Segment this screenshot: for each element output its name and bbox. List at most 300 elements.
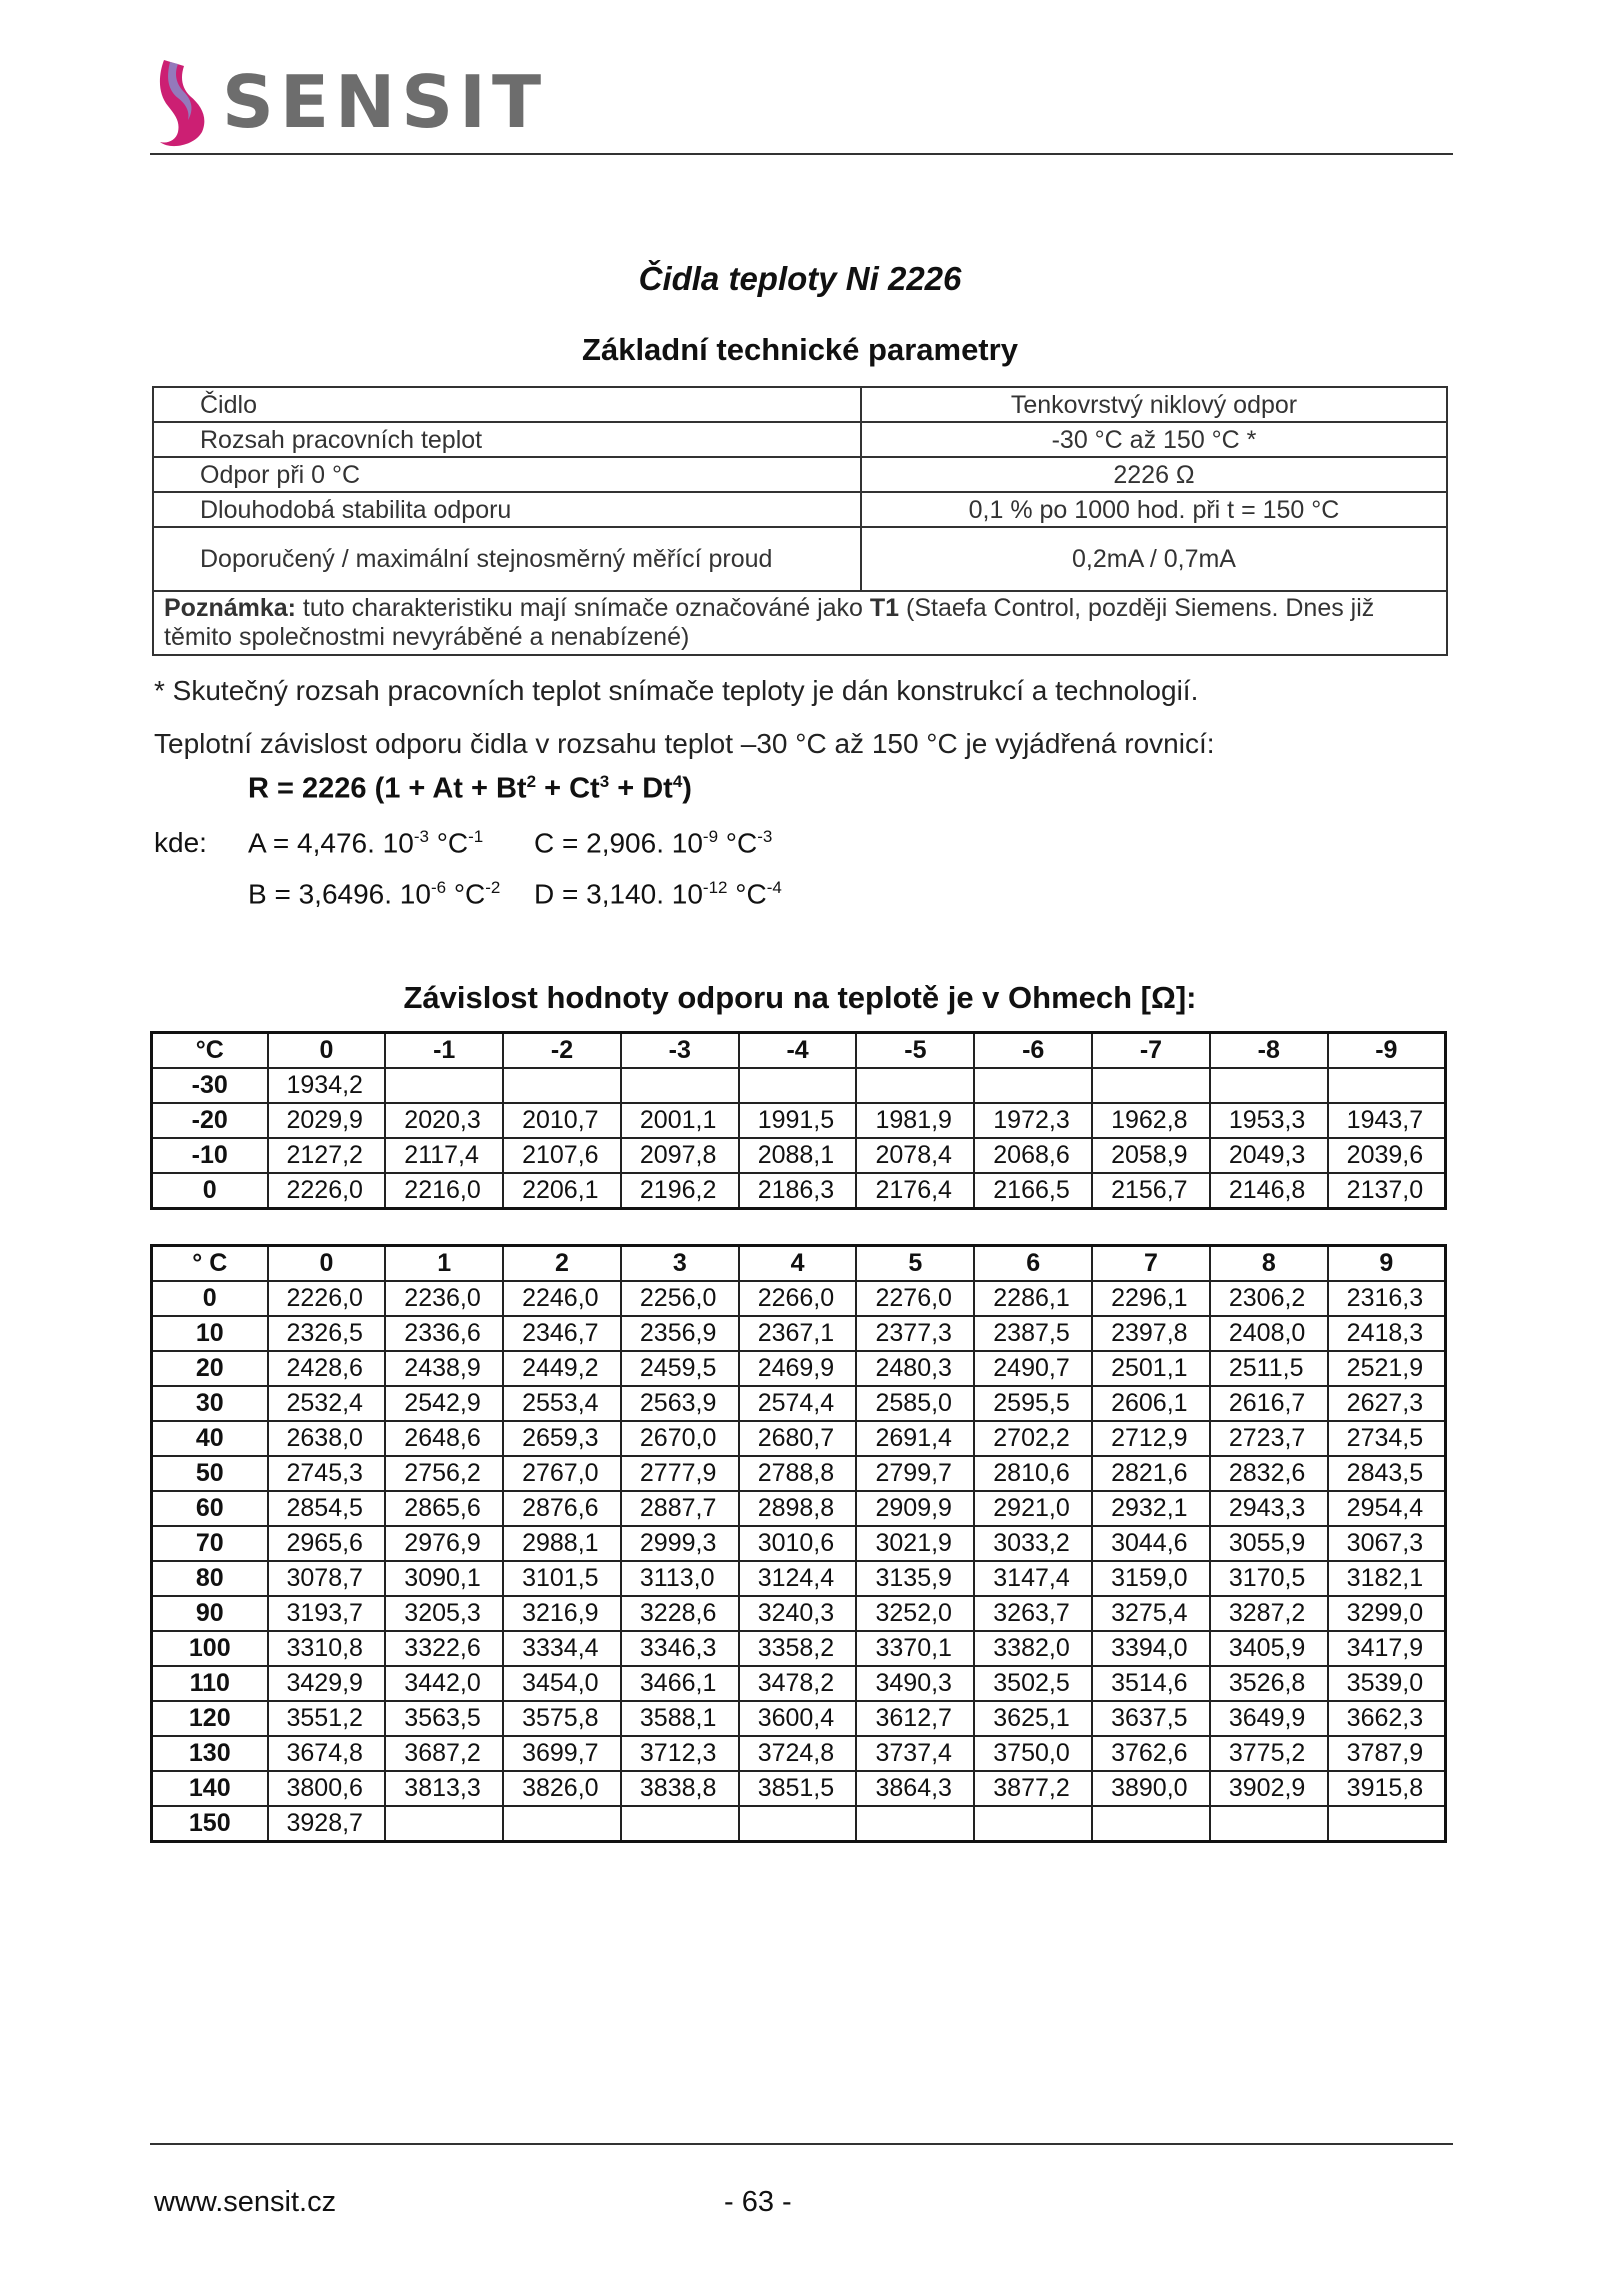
table-cell: 2965,6 [268, 1526, 386, 1561]
table-cell [974, 1806, 1092, 1842]
table-row [152, 1631, 1446, 1666]
table-cell: 3033,2 [974, 1526, 1092, 1561]
table-cell: 2943,3 [1210, 1491, 1328, 1526]
table-cell: 2276,0 [856, 1281, 974, 1316]
table-cell: 3021,9 [856, 1526, 974, 1561]
row-label: 140 [152, 1771, 268, 1806]
table-cell: 2296,1 [1092, 1281, 1210, 1316]
table-cell: 2449,2 [503, 1351, 621, 1386]
table-cell: 1962,8 [1092, 1103, 1210, 1138]
table-cell: 3915,8 [1328, 1771, 1446, 1806]
row-label: 10 [152, 1316, 268, 1351]
table-cell: 2745,3 [268, 1456, 386, 1491]
row-label: 150 [152, 1806, 268, 1842]
table-cell: 2932,1 [1092, 1491, 1210, 1526]
table-cell: 2226,0 [268, 1281, 386, 1316]
table-cell [856, 1806, 974, 1842]
table-cell: 1981,9 [856, 1103, 974, 1138]
table-cell: 2226,0 [268, 1173, 386, 1209]
table-row [152, 1173, 1446, 1209]
table-cell: 3124,4 [739, 1561, 857, 1596]
table-cell: 3101,5 [503, 1561, 621, 1596]
positive-resistance-table [150, 1244, 1447, 1843]
table-cell: 2326,5 [268, 1316, 386, 1351]
table-cell: 3442,0 [385, 1666, 503, 1701]
table-cell: 3575,8 [503, 1701, 621, 1736]
table-row [152, 1491, 1446, 1526]
table-cell: 3851,5 [739, 1771, 857, 1806]
table-cell: 3826,0 [503, 1771, 621, 1806]
table-cell: 2542,9 [385, 1386, 503, 1421]
corner-cell: °C [152, 1033, 268, 1069]
header-row [152, 1033, 1446, 1069]
table-cell: 3182,1 [1328, 1561, 1446, 1596]
row-label: 70 [152, 1526, 268, 1561]
table-cell: 3514,6 [1092, 1666, 1210, 1701]
table-cell [1092, 1806, 1210, 1842]
column-header: 9 [1328, 1246, 1446, 1282]
table-cell [621, 1806, 739, 1842]
table-row [152, 1103, 1446, 1138]
row-label: 80 [152, 1561, 268, 1596]
table-cell: 3526,8 [1210, 1666, 1328, 1701]
table-cell: 3775,2 [1210, 1736, 1328, 1771]
kde-label: kde: [154, 827, 207, 858]
table-cell: 2511,5 [1210, 1351, 1328, 1386]
table-cell: 2418,3 [1328, 1316, 1446, 1351]
table-cell: 3078,7 [268, 1561, 386, 1596]
row-label: 0 [152, 1281, 268, 1316]
table-cell: 3113,0 [621, 1561, 739, 1596]
param-row [153, 422, 1447, 457]
table-cell: 3612,7 [856, 1701, 974, 1736]
table-cell: 2585,0 [856, 1386, 974, 1421]
table-cell: 3877,2 [974, 1771, 1092, 1806]
table-row [152, 1526, 1446, 1561]
table-cell: 3090,1 [385, 1561, 503, 1596]
table-cell: 3750,0 [974, 1736, 1092, 1771]
brand-logo [150, 52, 547, 152]
table-cell: 1972,3 [974, 1103, 1092, 1138]
table-cell: 2166,5 [974, 1173, 1092, 1209]
coef-d: D = 3,140. $10^{-12}$ $^\circ C^{-4}$ [534, 878, 782, 910]
table-cell: 3334,4 [503, 1631, 621, 1666]
table-cell [385, 1068, 503, 1103]
note-label: Poznámka: [164, 594, 296, 622]
table-cell: 2186,3 [739, 1173, 857, 1209]
page-number: - 63 - [724, 2186, 792, 2218]
table-cell: 3724,8 [739, 1736, 857, 1771]
row-label: 0 [152, 1173, 268, 1209]
table-cell: 2088,1 [739, 1138, 857, 1173]
row-label: 90 [152, 1596, 268, 1631]
param-value: -30 °C až 150 °C * [861, 422, 1447, 457]
note-text-1: tuto charakteristiku mají snímače označováné jako [295, 594, 870, 622]
table-cell: 3502,5 [974, 1666, 1092, 1701]
table-cell: 2627,3 [1328, 1386, 1446, 1421]
table-cell: 2346,7 [503, 1316, 621, 1351]
page-title: Čidla teploty Ni 2226 [638, 260, 962, 297]
table-cell: 3394,0 [1092, 1631, 1210, 1666]
table-cell: 2176,4 [856, 1173, 974, 1209]
row-label: 20 [152, 1351, 268, 1386]
table-cell [1210, 1806, 1328, 1842]
table-row [152, 1316, 1446, 1351]
table-cell: 3813,3 [385, 1771, 503, 1806]
coef-a: A = 4,476. $10^{-3}$ $^\circ C^{-1}$ [248, 827, 484, 859]
table-heading: Závislost hodnoty odporu na teplotě je v Ohmech [Ω]: [403, 980, 1197, 1015]
param-label: Odpor při 0 °C [153, 457, 861, 492]
param-row [153, 492, 1447, 527]
table-cell: 3322,6 [385, 1631, 503, 1666]
table-cell: 3417,9 [1328, 1631, 1446, 1666]
table-cell: 2638,0 [268, 1421, 386, 1456]
row-label: 50 [152, 1456, 268, 1491]
column-header: -8 [1210, 1033, 1328, 1069]
table-cell: 3687,2 [385, 1736, 503, 1771]
table-cell: 2236,0 [385, 1281, 503, 1316]
table-cell: 2574,4 [739, 1386, 857, 1421]
table-cell: 2286,1 [974, 1281, 1092, 1316]
table-cell: 3737,4 [856, 1736, 974, 1771]
table-row [152, 1666, 1446, 1701]
param-label: Rozsah pracovních teplot [153, 422, 861, 457]
table-cell: 3010,6 [739, 1526, 857, 1561]
table-cell: 2387,5 [974, 1316, 1092, 1351]
table-cell: 3490,3 [856, 1666, 974, 1701]
table-cell: 2356,9 [621, 1316, 739, 1351]
column-header: -5 [856, 1033, 974, 1069]
table-cell: 1934,2 [268, 1068, 386, 1103]
table-row [152, 1771, 1446, 1806]
table-cell: 2999,3 [621, 1526, 739, 1561]
param-label: Dlouhodobá stabilita odporu [153, 492, 861, 527]
table-cell: 3170,5 [1210, 1561, 1328, 1596]
table-cell: 2001,1 [621, 1103, 739, 1138]
table-cell: 2316,3 [1328, 1281, 1446, 1316]
corner-cell: ° C [152, 1246, 268, 1282]
table-cell: 2670,0 [621, 1421, 739, 1456]
table-cell: 2723,7 [1210, 1421, 1328, 1456]
table-cell: 3600,4 [739, 1701, 857, 1736]
row-label: 120 [152, 1701, 268, 1736]
table-cell: 2408,0 [1210, 1316, 1328, 1351]
table-cell: 2306,2 [1210, 1281, 1328, 1316]
table-cell: 2117,4 [385, 1138, 503, 1173]
row-label: -10 [152, 1138, 268, 1173]
row-label: 60 [152, 1491, 268, 1526]
table-cell: 3275,4 [1092, 1596, 1210, 1631]
coef-b: B = 3,6496. $10^{-6}$ $^\circ C^{-2}$ [248, 878, 501, 910]
intro-text: Teplotní závislost odporu čidla v rozsahu teplot –30 °C až 150 °C je vyjádřená rovnicí: [154, 728, 1215, 759]
table-cell: 3712,3 [621, 1736, 739, 1771]
table-cell: 2898,8 [739, 1491, 857, 1526]
table-cell: 2049,3 [1210, 1138, 1328, 1173]
table-cell: 2691,4 [856, 1421, 974, 1456]
table-cell: 3346,3 [621, 1631, 739, 1666]
table-cell: 3216,9 [503, 1596, 621, 1631]
column-header: 2 [503, 1246, 621, 1282]
table-cell: 2521,9 [1328, 1351, 1446, 1386]
table-cell: 2097,8 [621, 1138, 739, 1173]
table-cell: 2832,6 [1210, 1456, 1328, 1491]
table-cell: 2216,0 [385, 1173, 503, 1209]
table-cell [385, 1806, 503, 1842]
table-cell: 3890,0 [1092, 1771, 1210, 1806]
table-cell: 3662,3 [1328, 1701, 1446, 1736]
table-cell: 3699,7 [503, 1736, 621, 1771]
table-cell: 2490,7 [974, 1351, 1092, 1386]
table-cell: 2843,5 [1328, 1456, 1446, 1491]
table-cell: 2810,6 [974, 1456, 1092, 1491]
column-header: 0 [268, 1033, 386, 1069]
table-cell: 2156,7 [1092, 1173, 1210, 1209]
table-row [152, 1138, 1446, 1173]
table-cell: 3787,9 [1328, 1736, 1446, 1771]
column-header: 3 [621, 1246, 739, 1282]
table-cell: 3044,6 [1092, 1526, 1210, 1561]
table-cell: 3382,0 [974, 1631, 1092, 1666]
table-cell: 2921,0 [974, 1491, 1092, 1526]
header-row [152, 1246, 1446, 1282]
table-cell [1210, 1068, 1328, 1103]
table-cell: 3588,1 [621, 1701, 739, 1736]
table-cell: 2553,4 [503, 1386, 621, 1421]
param-note [153, 591, 1447, 655]
table-cell [1092, 1068, 1210, 1103]
column-header: -4 [739, 1033, 857, 1069]
table-row [152, 1456, 1446, 1491]
table-cell: 2865,6 [385, 1491, 503, 1526]
table-cell: 2146,8 [1210, 1173, 1328, 1209]
table-cell: 2196,2 [621, 1173, 739, 1209]
table-cell [621, 1068, 739, 1103]
coef-c: C = 2,906. $10^{-9}$ $^\circ C^{-3}$ [534, 827, 773, 859]
table-cell: 2137,0 [1328, 1173, 1446, 1209]
table-cell: 2854,5 [268, 1491, 386, 1526]
param-value: 0,1 % po 1000 hod. při t = 150 °C [861, 492, 1447, 527]
table-cell: 2480,3 [856, 1351, 974, 1386]
note-text-2: (Staefa Control, později Siemens. Dnes již těmito společnostmi nevyráběné a nenabízené) [164, 594, 1375, 651]
table-cell: 3551,2 [268, 1701, 386, 1736]
table-cell: 2616,7 [1210, 1386, 1328, 1421]
table-cell: 2954,4 [1328, 1491, 1446, 1526]
column-header: 7 [1092, 1246, 1210, 1282]
param-row [153, 527, 1447, 591]
table-cell: 2563,9 [621, 1386, 739, 1421]
table-cell [503, 1068, 621, 1103]
table-row [152, 1736, 1446, 1771]
table-cell: 3539,0 [1328, 1666, 1446, 1701]
table-cell [1328, 1806, 1446, 1842]
table-cell: 2887,7 [621, 1491, 739, 1526]
column-header: -3 [621, 1033, 739, 1069]
table-row [152, 1596, 1446, 1631]
table-cell: 2988,1 [503, 1526, 621, 1561]
table-cell: 3135,9 [856, 1561, 974, 1596]
table-cell: 3240,3 [739, 1596, 857, 1631]
table-cell: 3864,3 [856, 1771, 974, 1806]
table-cell: 2256,0 [621, 1281, 739, 1316]
table-cell: 2058,9 [1092, 1138, 1210, 1173]
table-cell: 3762,6 [1092, 1736, 1210, 1771]
table-cell: 3800,6 [268, 1771, 386, 1806]
table-cell: 2078,4 [856, 1138, 974, 1173]
table-cell: 3358,2 [739, 1631, 857, 1666]
negative-resistance-table [150, 1031, 1447, 1210]
column-header: -6 [974, 1033, 1092, 1069]
table-cell: 2020,3 [385, 1103, 503, 1138]
table-cell: 3928,7 [268, 1806, 386, 1842]
table-row [152, 1386, 1446, 1421]
table-cell: 2756,2 [385, 1456, 503, 1491]
table-cell: 2206,1 [503, 1173, 621, 1209]
table-cell: 1943,7 [1328, 1103, 1446, 1138]
row-label: -20 [152, 1103, 268, 1138]
table-cell: 3228,6 [621, 1596, 739, 1631]
table-cell: 2767,0 [503, 1456, 621, 1491]
table-cell: 1953,3 [1210, 1103, 1328, 1138]
table-cell: 2336,6 [385, 1316, 503, 1351]
table-cell: 3454,0 [503, 1666, 621, 1701]
column-header: 5 [856, 1246, 974, 1282]
row-label: 40 [152, 1421, 268, 1456]
table-cell: 3263,7 [974, 1596, 1092, 1631]
param-label: Čidlo [153, 387, 861, 422]
table-cell: 2127,2 [268, 1138, 386, 1173]
footer-url: www.sensit.cz [154, 2186, 337, 2218]
sensit-s-mark-icon [150, 54, 212, 150]
section-title: Základní technické parametry [582, 332, 1018, 367]
table-cell: 2107,6 [503, 1138, 621, 1173]
brand-name: SENSIT [222, 60, 548, 144]
column-header: 0 [268, 1246, 386, 1282]
param-value: 0,2mA / 0,7mA [861, 527, 1447, 591]
row-label: 30 [152, 1386, 268, 1421]
table-cell: 1991,5 [739, 1103, 857, 1138]
table-cell: 2712,9 [1092, 1421, 1210, 1456]
table-cell: 2876,6 [503, 1491, 621, 1526]
table-cell: 3252,0 [856, 1596, 974, 1631]
table-cell: 2367,1 [739, 1316, 857, 1351]
table-cell: 2680,7 [739, 1421, 857, 1456]
table-cell: 2595,5 [974, 1386, 1092, 1421]
table-cell: 3466,1 [621, 1666, 739, 1701]
table-cell [739, 1068, 857, 1103]
table-cell [739, 1806, 857, 1842]
formula: R = 2226 $(1 + At + Bt^2 + Ct^3 + Dt^4)$ [248, 772, 692, 805]
table-row [152, 1068, 1446, 1103]
table-cell: 2606,1 [1092, 1386, 1210, 1421]
table-cell: 3287,2 [1210, 1596, 1328, 1631]
column-header: 1 [385, 1246, 503, 1282]
table-cell: 3649,9 [1210, 1701, 1328, 1736]
table-cell: 2777,9 [621, 1456, 739, 1491]
table-cell: 2266,0 [739, 1281, 857, 1316]
param-row [153, 387, 1447, 422]
footer-divider [150, 2143, 1453, 2145]
table-cell: 3478,2 [739, 1666, 857, 1701]
param-label: Doporučený / maximální stejnosměrný měřící proud [153, 527, 861, 591]
table-cell: 2377,3 [856, 1316, 974, 1351]
table-cell: 3055,9 [1210, 1526, 1328, 1561]
table-cell: 3147,4 [974, 1561, 1092, 1596]
table-cell: 3159,0 [1092, 1561, 1210, 1596]
table-row [152, 1561, 1446, 1596]
table-cell: 2734,5 [1328, 1421, 1446, 1456]
table-cell: 2532,4 [268, 1386, 386, 1421]
table-cell: 2501,1 [1092, 1351, 1210, 1386]
row-label: -30 [152, 1068, 268, 1103]
table-cell: 2246,0 [503, 1281, 621, 1316]
table-row [152, 1351, 1446, 1386]
table-cell [856, 1068, 974, 1103]
table-cell: 3902,9 [1210, 1771, 1328, 1806]
column-header: -9 [1328, 1033, 1446, 1069]
param-value: Tenkovrstvý niklový odpor [861, 387, 1447, 422]
table-cell: 2702,2 [974, 1421, 1092, 1456]
column-header: -2 [503, 1033, 621, 1069]
table-cell: 2659,3 [503, 1421, 621, 1456]
parameters-table [152, 386, 1448, 656]
table-cell: 2029,9 [268, 1103, 386, 1138]
row-label: 130 [152, 1736, 268, 1771]
param-value: 2226 Ω [861, 457, 1447, 492]
table-cell: 2799,7 [856, 1456, 974, 1491]
table-cell: 3370,1 [856, 1631, 974, 1666]
column-header: 8 [1210, 1246, 1328, 1282]
table-cell: 2068,6 [974, 1138, 1092, 1173]
table-cell: 2648,6 [385, 1421, 503, 1456]
table-cell: 3429,9 [268, 1666, 386, 1701]
table-row [152, 1281, 1446, 1316]
table-cell: 3205,3 [385, 1596, 503, 1631]
table-cell: 2909,9 [856, 1491, 974, 1526]
table-cell: 2821,6 [1092, 1456, 1210, 1491]
table-cell: 2039,6 [1328, 1138, 1446, 1173]
table-row [152, 1421, 1446, 1456]
table-cell: 2397,8 [1092, 1316, 1210, 1351]
table-cell: 3405,9 [1210, 1631, 1328, 1666]
column-header: 6 [974, 1246, 1092, 1282]
table-cell: 3625,1 [974, 1701, 1092, 1736]
table-cell: 3563,5 [385, 1701, 503, 1736]
table-cell: 2788,8 [739, 1456, 857, 1491]
table-cell [974, 1068, 1092, 1103]
param-row [153, 457, 1447, 492]
table-cell: 2459,5 [621, 1351, 739, 1386]
table-cell [1328, 1068, 1446, 1103]
column-header: 4 [739, 1246, 857, 1282]
row-label: 110 [152, 1666, 268, 1701]
table-cell: 2428,6 [268, 1351, 386, 1386]
table-cell: 3838,8 [621, 1771, 739, 1806]
table-cell: 3310,8 [268, 1631, 386, 1666]
table-row [152, 1806, 1446, 1842]
table-cell: 3637,5 [1092, 1701, 1210, 1736]
table-cell: 3067,3 [1328, 1526, 1446, 1561]
table-cell: 3674,8 [268, 1736, 386, 1771]
table-cell: 2438,9 [385, 1351, 503, 1386]
table-row [152, 1701, 1446, 1736]
row-label: 100 [152, 1631, 268, 1666]
note-bold: T1 [869, 594, 900, 622]
table-cell: 2010,7 [503, 1103, 621, 1138]
table-cell: 3193,7 [268, 1596, 386, 1631]
column-header: -7 [1092, 1033, 1210, 1069]
footnote-text: * Skutečný rozsah pracovních teplot snímače teploty je dán konstrukcí a technologií. [154, 675, 1199, 706]
param-note-row [153, 591, 1447, 655]
